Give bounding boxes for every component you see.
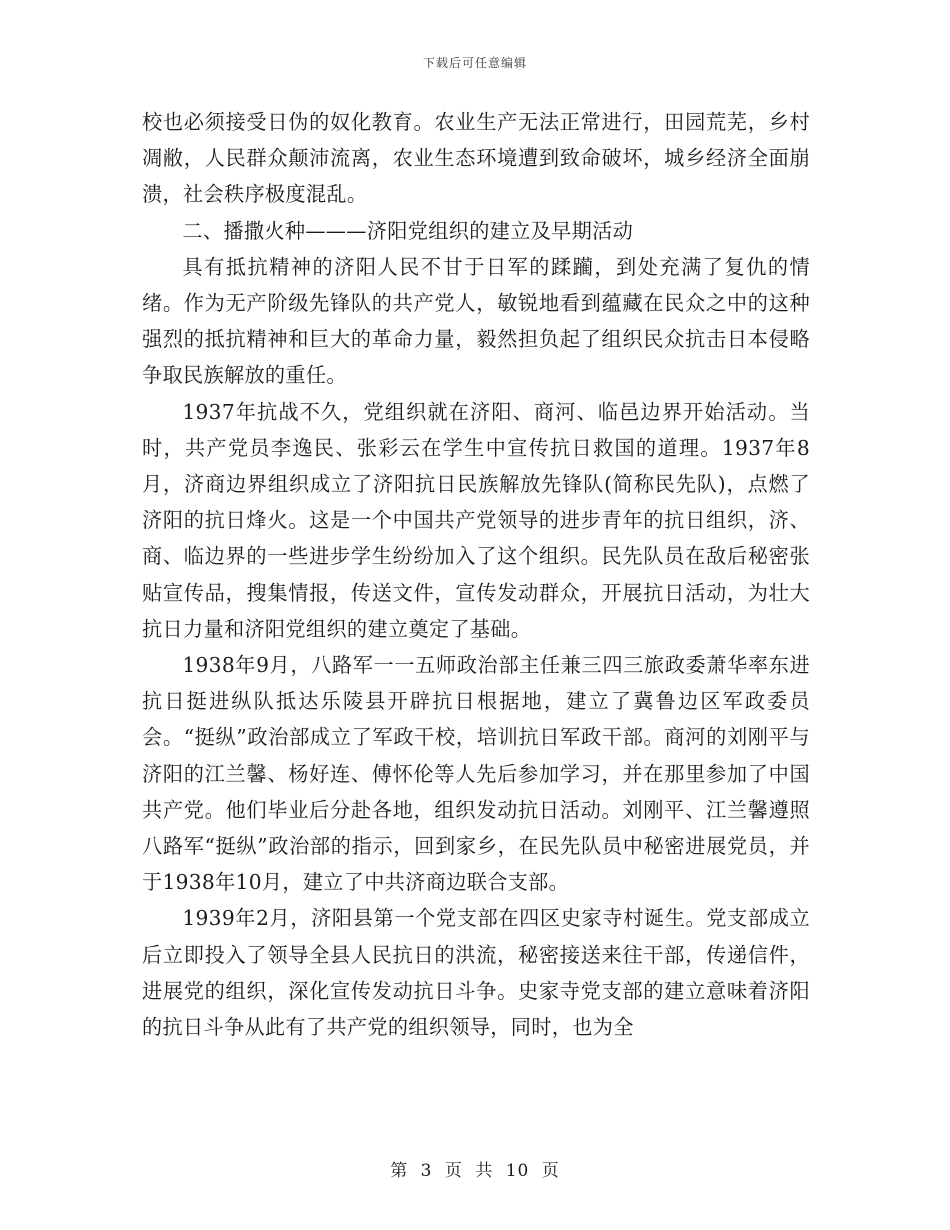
document-body [142,104,810,1045]
footer-page-word: 页 [444,1161,463,1181]
section-heading: 二、播撒火种———济阳党组织的建立及早期活动 [182,218,634,243]
page-footer [0,1156,950,1181]
paragraph-continuation: 校也必须接受日伪的奴化教育。农业生产无法正常进行，田园荒芜，乡村凋敝，人民群众颠沛流离，农业生态环境遭到致命破坏，城乡经济全面崩溃，社会秩序极度混乱。 [142,110,810,207]
footer-suffix: 页 [541,1161,560,1181]
footer-prefix: 第 [390,1161,409,1181]
current-page-number: 3 [420,1161,433,1181]
paragraph: 1939年2月，济阳县第一个党支部在四区史家寺村诞生。党支部成立后立即投入了领导全县人民抗日的洪流，秘密接送来往干部，传递信件，进展党的组织，深化宣传发动抗日斗争。史家寺党支部的建立意味着济阳的抗日斗争从此有了共产党的组织领导，同时，也为全 [142,906,810,1040]
paragraph: 具有抵抗精神的济阳人民不甘于日军的蹂躏，到处充满了复仇的情绪。作为无产阶级先锋队的共产党人，敏锐地看到蕴藏在民众之中的这种强烈的抵抗精神和巨大的革命力量，毅然担负起了组织民众抗击日本侵略争取民族解放的重任。 [142,254,810,388]
paragraph: 1937年抗战不久，党组织就在济阳、商河、临邑边界开始活动。当时，共产党员李逸民、张彩云在学生中宣传抗日救国的道理。1937年8月，济商边界组织成立了济阳抗日民族解放先锋队(简称民先队)，点燃了济阳的抗日烽火。这是一个中国共产党领导的进步青年的抗日组织，济、商、临边界的一些进步学生纷纷加入了这个组织。民先队员在敌后秘密张贴宣传品，搜集情报，传送文件，宣传发动群众，开展抗日活动，为壮大抗日力量和济阳党组织的建立奠定了基础。 [142,399,810,641]
footer-total-word: 共 [475,1161,494,1181]
total-pages-number: 10 [505,1161,530,1181]
paragraph: 1938年9月，八路军一一五师政治部主任兼三四三旅政委萧华率东进抗日挺进纵队抵达乐陵县开辟抗日根据地，建立了冀鲁边区军政委员会。“挺纵”政治部成立了军政干校，培训抗日军政干部。商河的刘刚平与济阳的江兰馨、杨好连、傅怀伦等人先后参加学习，并在那里参加了中国共产党。他们毕业后分赴各地，组织发动抗日活动。刘刚平、江兰馨遵照八路军“挺纵”政治部的指示，回到家乡，在民先队员中秘密进展党员，并于1938年10月，建立了中共济商边联合支部。 [142,653,810,895]
page-header-note: 下载后可任意编辑 [422,56,527,70]
